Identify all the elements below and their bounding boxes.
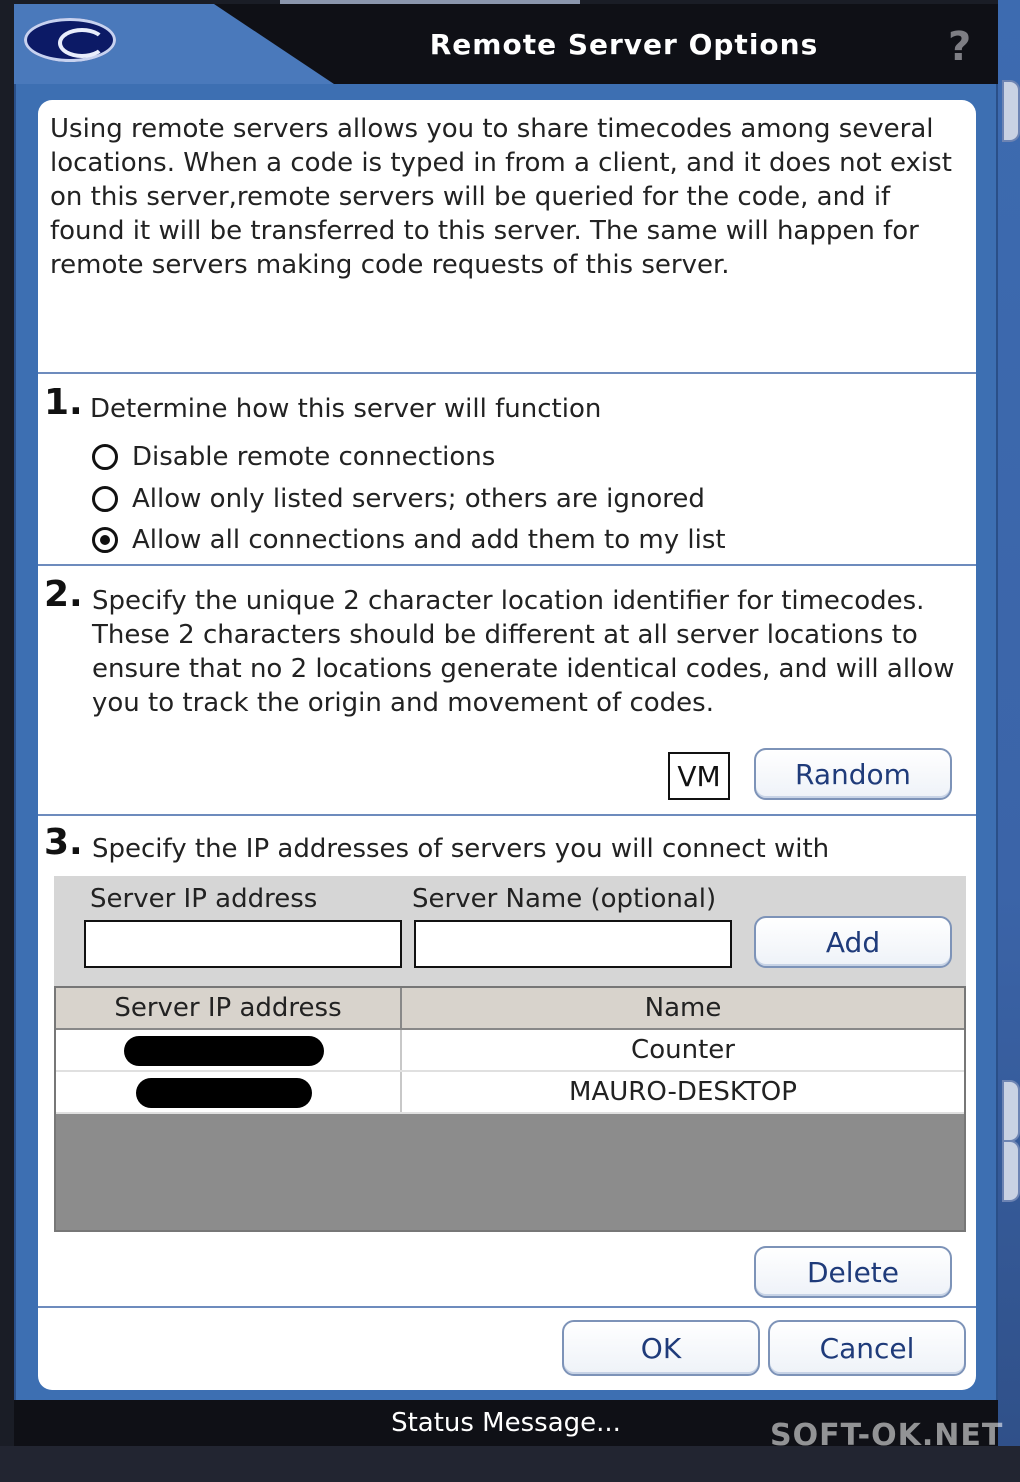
server-name-label: Server Name (optional) — [412, 884, 717, 914]
server-name-input[interactable] — [414, 920, 732, 968]
radio-disable-remote[interactable] — [92, 440, 495, 474]
step-2-text: Specify the unique 2 character location identifier for timecodes. These 2 characters should be different at all server locations to ensure that no 2 locations generate identical codes, and will allow you to track the origin and movement of codes. — [92, 586, 955, 718]
location-identifier-field[interactable]: VM — [668, 752, 730, 800]
table-row[interactable] — [56, 1072, 964, 1114]
random-button[interactable]: Random — [754, 748, 952, 800]
section-divider — [38, 814, 976, 816]
radio-button-icon[interactable] — [92, 486, 118, 512]
intro-text: Using remote servers allows you to share timecodes among several locations. When a code is typed in from a client, and it does not exist on this server,remote servers will be queried for the code, and if found it will be transferred to this server. The same will happen for remote servers making code requests of this server. — [50, 114, 952, 280]
section-divider — [38, 564, 976, 566]
step-2-number: 2. — [44, 574, 83, 615]
server-ip-label: Server IP address — [90, 884, 318, 914]
step-1-heading: Determine how this server will function — [90, 394, 602, 424]
step-3-heading: Specify the IP addresses of servers you will connect with — [92, 834, 830, 864]
background-app-edge — [998, 0, 1020, 1482]
column-header-ip[interactable]: Server IP address — [56, 988, 402, 1028]
help-icon[interactable]: ? — [948, 24, 972, 70]
table-cell-ip — [56, 1072, 402, 1112]
watermark: SOFT-OK.NET — [770, 1418, 1004, 1453]
app-logo-icon — [24, 18, 116, 62]
radio-allow-all[interactable] — [92, 523, 726, 557]
section-divider — [38, 372, 976, 374]
radio-button-selected-icon[interactable] — [92, 527, 118, 553]
section-divider — [38, 1306, 976, 1308]
remote-server-options-dialog — [14, 4, 998, 1446]
step-1-number: 1. — [44, 382, 83, 423]
servers-table[interactable] — [54, 986, 966, 1232]
status-message: Status Message... — [391, 1408, 621, 1438]
dialog-title: Remote Server Options — [429, 28, 819, 61]
redacted-ip — [124, 1036, 324, 1066]
background-tab-fragment — [1002, 1140, 1020, 1202]
step-3-number: 3. — [44, 822, 83, 863]
background-tab-fragment — [1002, 80, 1020, 142]
add-server-area — [54, 876, 966, 986]
background-tab-fragment — [1002, 1080, 1020, 1142]
table-row[interactable] — [56, 1030, 964, 1072]
radio-label: Disable remote connections — [132, 442, 496, 472]
title-bar — [14, 4, 998, 84]
redacted-ip — [136, 1078, 312, 1108]
table-cell-name: MAURO-DESKTOP — [569, 1077, 797, 1107]
content-panel — [38, 100, 976, 1390]
radio-button-icon[interactable] — [92, 444, 118, 470]
table-cell-name: Counter — [631, 1035, 735, 1065]
radio-label: Allow only listed servers; others are ignored — [132, 484, 705, 514]
table-header — [56, 988, 964, 1030]
radio-allow-listed[interactable] — [92, 482, 705, 516]
column-header-name[interactable]: Name — [644, 993, 722, 1023]
add-button[interactable]: Add — [754, 916, 952, 968]
ok-button[interactable]: OK — [562, 1320, 760, 1376]
delete-button[interactable]: Delete — [754, 1246, 952, 1298]
cancel-button[interactable]: Cancel — [768, 1320, 966, 1376]
table-cell-ip — [56, 1030, 402, 1070]
radio-label: Allow all connections and add them to my list — [132, 525, 726, 555]
server-ip-input[interactable] — [84, 920, 402, 968]
